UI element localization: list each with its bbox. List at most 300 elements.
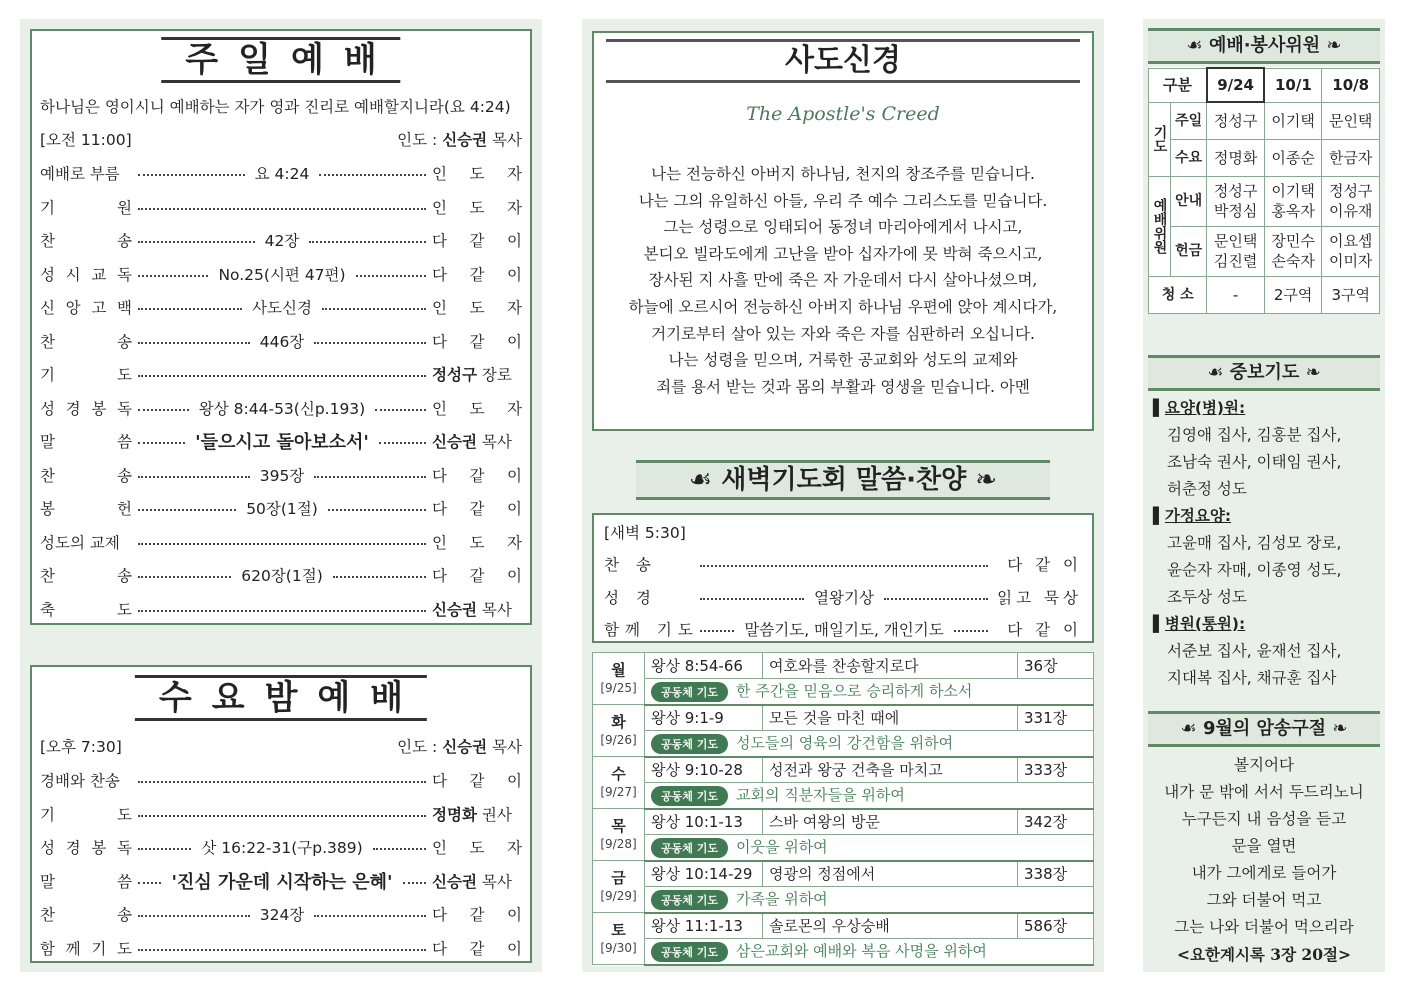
- sunday-order-person: [432, 196, 522, 218]
- leader-dots: [138, 375, 426, 377]
- leader-dots: [403, 882, 426, 884]
- wednesday-service-box: [30, 665, 532, 963]
- day-cell: [593, 705, 645, 757]
- label-char: 앙: [65, 299, 81, 317]
- right-column: [1143, 19, 1385, 972]
- daily-row: [593, 653, 1094, 679]
- prayer-text: 삼은교회와 예배와 복음 사명을 위하여: [735, 942, 987, 961]
- leader-dots: [314, 342, 426, 344]
- hymn-number: 331장: [1018, 705, 1094, 731]
- middle-column: [582, 19, 1104, 972]
- label-char: 원: [117, 198, 132, 217]
- label-char: 독: [117, 265, 132, 284]
- sunday-order-detail: 620장(1절): [241, 567, 323, 585]
- dawn-order-label: 함께 기도: [604, 621, 699, 639]
- leader-dots: [138, 781, 426, 783]
- sunday-order-row: [40, 359, 522, 389]
- leader-dots: [138, 949, 426, 951]
- hymn-number: 333장: [1018, 757, 1094, 783]
- leader-dots: [356, 275, 426, 277]
- person-char: 도: [469, 198, 485, 217]
- person-char: 도: [469, 299, 485, 317]
- wednesday-order-detail: 324장: [259, 906, 305, 925]
- label-char: 씀: [117, 433, 132, 451]
- hymn-number: 338장: [1018, 861, 1094, 887]
- creed-text: [594, 161, 1092, 400]
- community-prayer-badge: 공동체 기도: [651, 942, 728, 962]
- hymn-number: 586장: [1018, 913, 1094, 939]
- prayer-row: [593, 731, 1094, 757]
- prayer-row: [593, 679, 1094, 705]
- duty-header-date: 9/24: [1207, 68, 1265, 102]
- duty-prayer-group: 기도: [1149, 102, 1171, 176]
- label-char: 경: [65, 399, 81, 418]
- intercession-list: [1143, 395, 1385, 692]
- sunday-order-person: [432, 363, 522, 385]
- label-char: 도: [117, 600, 132, 619]
- sunday-order-label: [40, 196, 132, 218]
- intercession-group-title: 요양(병)원:: [1164, 399, 1246, 417]
- sunday-order-label: [40, 430, 132, 452]
- person-char: 자: [507, 839, 522, 858]
- leader-dots: [333, 576, 426, 578]
- person-char: 이: [507, 466, 522, 485]
- label-char: 성: [40, 839, 55, 858]
- dawn-order-row: [604, 549, 1082, 579]
- day-name: 수: [611, 764, 626, 783]
- creed-box: [592, 31, 1094, 431]
- prayer-text: 가족을 위하여: [735, 890, 828, 909]
- scripture-ref: 왕상 9:1-9: [645, 705, 763, 731]
- label-char: 기: [40, 198, 55, 217]
- duty-cell: 정성구: [1207, 102, 1265, 139]
- creed-line: 죄를 용서 받는 것과 몸의 부활과 영생을 믿습니다. 아멘: [656, 377, 1030, 396]
- scripture-ref: 왕상 9:10-28: [645, 757, 763, 783]
- day-date: [9/30]: [600, 940, 637, 955]
- sunday-leader-label: 인도 :: [397, 131, 438, 149]
- label-char: 성: [40, 265, 55, 284]
- intercession-name-line: 김영애 집사, 김홍분 집사,: [1167, 426, 1342, 444]
- daily-row: [593, 757, 1094, 783]
- day-date: [9/27]: [600, 784, 637, 799]
- label-char: 봉: [40, 500, 55, 518]
- recite-title: 9월의 암송구절: [1202, 718, 1327, 739]
- intercession-name-line: 지대복 집사, 채규훈 집사: [1167, 669, 1337, 687]
- person-char: 도: [469, 839, 485, 858]
- sunday-order-row: [40, 426, 522, 456]
- sunday-order-row: [40, 493, 522, 523]
- sunday-order-person: [432, 397, 522, 419]
- sunday-order-row: [40, 158, 522, 188]
- right-ornament-icon: ❧: [1305, 362, 1321, 383]
- leader-dots: [328, 509, 426, 511]
- sunday-order-person: [432, 229, 522, 251]
- recite-ref: <요한계시록 3장 20절>: [1177, 945, 1351, 964]
- intercession-group-head: [1143, 395, 1385, 422]
- label-char: 도: [117, 366, 132, 384]
- sunday-order-detail: '들으시고 돌아보소서': [195, 432, 369, 453]
- sunday-order-detail: 395장: [259, 466, 305, 485]
- bullet-icon: ▌: [1153, 399, 1165, 417]
- sermon-title: 솔로몬의 우상숭배: [763, 913, 1018, 939]
- dawn-order-label: 성 경: [604, 588, 657, 607]
- label-char: 송: [117, 232, 132, 250]
- community-prayer-badge: 공동체 기도: [651, 890, 728, 910]
- wednesday-order-detail: '진심 가운데 시작하는 은혜': [171, 871, 393, 893]
- person-char: 같: [469, 466, 485, 485]
- sermon-title: 여호와를 찬송할지로다: [763, 653, 1018, 679]
- person-char: 다: [432, 332, 447, 351]
- dawn-title: 새벽기도회 말씀·찬양: [721, 465, 967, 495]
- person-char: 같: [469, 772, 485, 790]
- community-prayer-badge: 공동체 기도: [651, 786, 728, 806]
- intercession-name-line: 허춘정 성도: [1167, 480, 1247, 498]
- left-column: [20, 19, 542, 972]
- leader-dots: [138, 610, 426, 612]
- duty-row-label: 청 소: [1149, 276, 1207, 313]
- day-cell: [593, 757, 645, 809]
- wednesday-order-label: [40, 803, 132, 825]
- sunday-order-person: [432, 296, 522, 318]
- duty-banner: [1148, 28, 1380, 64]
- creed-line: 나는 그의 유일하신 아들, 우리 주 예수 그리스도를 믿습니다.: [638, 191, 1048, 210]
- wednesday-order-row: [40, 799, 522, 829]
- prayer-cell: [645, 887, 1094, 913]
- intercession-name-line: 서준보 집사, 윤재선 집사,: [1167, 642, 1342, 660]
- sunday-order-label: [40, 263, 132, 285]
- day-cell: [593, 861, 645, 913]
- sermon-title: 영광의 정점에서: [763, 861, 1018, 887]
- intercession-name-line: 조남숙 권사, 이태임 권사,: [1167, 453, 1342, 471]
- intercession-banner: [1148, 355, 1380, 391]
- sunday-order-row: [40, 192, 522, 222]
- daily-row: [593, 861, 1094, 887]
- duty-cell: 정성구 이유재: [1322, 176, 1380, 226]
- label-char: 송: [117, 332, 132, 351]
- sunday-order-detail: 42장: [264, 232, 300, 250]
- sunday-order-person: [432, 564, 522, 586]
- label-char: 시: [65, 265, 81, 284]
- prayer-row: [593, 835, 1094, 861]
- day-cell: [593, 809, 645, 861]
- leader-dots: [138, 882, 161, 884]
- person-char: 인: [432, 533, 447, 552]
- creed-line: 거기로부터 살아 있는 자와 죽은 자를 심판하러 오십니다.: [651, 324, 1035, 343]
- leader-dots: [309, 241, 426, 243]
- leader-dots: [138, 174, 245, 176]
- sunday-service-box: [30, 29, 532, 625]
- duty-cell: 장민수 손숙자: [1264, 226, 1322, 276]
- recite-line: 내가 그에게로 들어가: [1191, 864, 1337, 882]
- leader-dots: [138, 576, 231, 578]
- wednesday-order-label: 경배와 찬송: [40, 772, 120, 790]
- right-ornament-icon: ❧: [1332, 718, 1348, 739]
- prayer-cell: [645, 731, 1094, 757]
- person-char: 다: [432, 906, 447, 925]
- prayer-cell: [645, 939, 1094, 965]
- duty-row-label: 안내: [1171, 176, 1207, 226]
- sunday-order-label: 예배로 부름: [40, 165, 120, 183]
- sunday-order-row: [40, 594, 522, 624]
- leader-dots: [700, 630, 734, 632]
- duty-cell: -: [1207, 276, 1265, 313]
- sunday-order-detail: 요 4:24: [254, 165, 310, 183]
- label-char: 씀: [117, 872, 132, 891]
- sunday-order-person: [432, 330, 522, 352]
- sunday-order-detail: 446장: [259, 332, 305, 351]
- person-char: 다: [432, 265, 447, 284]
- recite-line: 그와 더불어 먹고: [1206, 891, 1322, 909]
- sunday-order-row: [40, 292, 522, 322]
- wednesday-order-label: [40, 937, 132, 959]
- day-cell: [593, 913, 645, 965]
- leader-dots: [884, 598, 988, 600]
- person-char: 도: [469, 165, 485, 183]
- person-char: 다: [432, 232, 447, 250]
- sunday-order-row: [40, 393, 522, 423]
- person-char: 다: [432, 940, 447, 958]
- prayer-cell: [645, 679, 1094, 705]
- person-char: 자: [507, 533, 522, 552]
- intercession-group-title: 병원(통원):: [1164, 615, 1246, 633]
- person-char: 이: [507, 906, 522, 925]
- hymn-number: 342장: [1018, 809, 1094, 835]
- right-ornament-icon: ❧: [975, 465, 998, 495]
- person-char: 같: [469, 567, 485, 585]
- recite-text: [1143, 752, 1385, 968]
- sunday-order-row: [40, 259, 522, 289]
- person-char: 자: [507, 198, 522, 217]
- prayer-row: [593, 887, 1094, 913]
- daily-schedule-table: [592, 652, 1094, 966]
- leader-dots: [138, 815, 426, 817]
- recite-banner: [1148, 711, 1380, 747]
- dawn-order-person: 다 같 이: [1007, 556, 1082, 574]
- wednesday-order-person: [432, 803, 522, 825]
- prayer-row: [593, 939, 1094, 965]
- person-role: 목사: [476, 872, 512, 891]
- leader-dots: [954, 630, 988, 632]
- day-name: 월: [611, 660, 626, 679]
- wednesday-leader-label: 인도 :: [397, 738, 438, 756]
- label-char: 찬: [40, 332, 55, 351]
- dawn-order-label: 찬 송: [604, 556, 657, 574]
- community-prayer-badge: 공동체 기도: [651, 682, 728, 702]
- wednesday-order-label: [40, 870, 132, 892]
- day-name: 토: [611, 920, 626, 939]
- duty-cell: 문인택 김진렬: [1207, 226, 1265, 276]
- prayer-text: 성도들의 영육의 강건함을 위하여: [735, 734, 954, 753]
- label-char: 송: [117, 567, 132, 585]
- duty-title: 예배·봉사위원: [1208, 35, 1321, 56]
- sunday-order-person: [432, 497, 522, 519]
- person-char: 자: [507, 165, 522, 183]
- label-char: 백: [117, 299, 132, 317]
- sunday-order-person: [432, 531, 522, 553]
- prayer-cell: [645, 783, 1094, 809]
- sunday-leader-role: 목사: [492, 131, 522, 149]
- label-char: 말: [40, 872, 55, 891]
- label-char: 기: [40, 805, 55, 824]
- person-char: 도: [469, 399, 485, 418]
- leader-dots: [314, 476, 426, 478]
- wednesday-order-row: [40, 899, 522, 929]
- label-char: 독: [117, 399, 132, 418]
- recite-line: 문을 열면: [1231, 837, 1297, 855]
- wednesday-order-label: [40, 836, 132, 858]
- wednesday-leader-name: 신승권: [442, 738, 488, 756]
- person-char: 이: [507, 265, 522, 284]
- community-prayer-badge: 공동체 기도: [651, 734, 728, 754]
- sunday-order-row: [40, 460, 522, 490]
- person-char: 인: [432, 165, 447, 183]
- wednesday-order-row: [40, 866, 522, 896]
- person-role: 목사: [476, 600, 512, 619]
- recite-line: 누구든지 내 음성을 듣고: [1181, 810, 1347, 828]
- daily-row: [593, 705, 1094, 731]
- label-char: 찬: [40, 466, 55, 485]
- day-date: [9/25]: [600, 680, 637, 695]
- label-char: 고: [91, 299, 107, 317]
- hymn-number: 36장: [1018, 653, 1094, 679]
- sermon-title: 스바 여왕의 방문: [763, 809, 1018, 835]
- person-char: 같: [469, 906, 485, 925]
- label-char: 축: [40, 600, 55, 619]
- right-ornament-icon: ❧: [1326, 35, 1342, 56]
- creed-title: 사도신경: [606, 39, 1080, 83]
- sunday-order-detail: 사도신경: [252, 299, 312, 317]
- prayer-text: 이웃을 위하여: [735, 838, 828, 857]
- leader-dots: [138, 308, 242, 310]
- wednesday-order-label: [40, 903, 132, 925]
- label-char: 찬: [40, 906, 55, 925]
- dawn-time: [새벽 5:30]: [604, 524, 686, 542]
- leader-dots: [314, 915, 426, 917]
- person-role: 목사: [476, 433, 512, 451]
- dawn-order-detail: 열왕기상: [814, 588, 874, 607]
- intercession-name-line: 윤순자 자매, 이종영 성도,: [1167, 561, 1342, 579]
- day-name: 화: [611, 712, 626, 731]
- scripture-ref: 왕상 10:1-13: [645, 809, 763, 835]
- person-char: 자: [507, 399, 522, 418]
- wednesday-order-detail: 삿 16:22-31(구p.389): [201, 839, 363, 858]
- person-char: 같: [469, 940, 485, 958]
- leader-dots: [319, 174, 426, 176]
- wednesday-title: 수요밤예배: [135, 675, 427, 721]
- label-char: 송: [117, 906, 132, 925]
- person-char: 같: [469, 500, 485, 518]
- recite-line: 내가 문 밖에 서서 두드리노니: [1164, 783, 1364, 801]
- leader-dots: [138, 342, 250, 344]
- person-char: 다: [432, 466, 447, 485]
- duty-cell: 정명화: [1207, 139, 1265, 176]
- sunday-order-person: [432, 263, 522, 285]
- sunday-order-label: [40, 564, 132, 586]
- leader-dots: [138, 275, 208, 277]
- wednesday-order-row: [40, 765, 522, 795]
- sunday-order-person: [432, 598, 522, 620]
- dawn-order-person: 다 같 이: [1007, 621, 1083, 639]
- sunday-order-row: [40, 326, 522, 356]
- leader-dots: [379, 442, 426, 444]
- wednesday-time: [오후 7:30]: [40, 738, 122, 756]
- sunday-time: [오전 11:00]: [40, 131, 132, 149]
- leader-dots: [373, 848, 426, 850]
- sunday-order-row: [40, 527, 522, 557]
- scripture-ref: 왕상 11:1-13: [645, 913, 763, 939]
- duty-cell: 정성구 박정심: [1207, 176, 1265, 226]
- person-char: 다: [432, 567, 447, 585]
- intercession-name-line: 조두상 성도: [1167, 588, 1247, 606]
- sunday-order-label: [40, 497, 132, 519]
- creed-line: 본디오 빌라도에게 고난을 받아 십자가에 못 박혀 죽으시고,: [643, 244, 1043, 263]
- duty-cell: 2구역: [1264, 276, 1322, 313]
- duty-row-label: 수요: [1171, 139, 1207, 176]
- duty-header-date: 10/1: [1264, 68, 1322, 102]
- sunday-order-row: [40, 225, 522, 255]
- sunday-order-person: [432, 430, 522, 452]
- sunday-order-label: [40, 598, 132, 620]
- intercession-title: 중보기도: [1229, 362, 1300, 383]
- person-char: 같: [469, 232, 485, 250]
- creed-line: 장사된 지 사흘 만에 죽은 자 가운데서 다시 살아나셨으며,: [648, 271, 1038, 290]
- creed-line: 나는 전능하신 아버지 하나님, 천지의 창조주를 믿습니다.: [651, 165, 1035, 183]
- day-date: [9/26]: [600, 732, 637, 747]
- creed-subtitle: The Apostle's Creed: [746, 103, 940, 125]
- label-char: 헌: [117, 500, 132, 518]
- label-char: 기: [40, 366, 55, 384]
- day-date: [9/28]: [600, 836, 637, 851]
- person-name: 신승권: [432, 600, 477, 619]
- leader-dots: [138, 915, 250, 917]
- sunday-order-detail: 왕상 8:44-53(신p.193): [198, 399, 366, 418]
- label-char: 함: [40, 940, 55, 958]
- day-name: 금: [611, 868, 626, 887]
- prayer-text: 교회의 직분자들을 위하여: [735, 786, 905, 805]
- prayer-row: [593, 783, 1094, 809]
- sunday-order-detail: No.25(시편 47편): [218, 265, 346, 284]
- creed-line: 나는 성령을 믿으며, 거룩한 공교회와 성도의 교제와: [668, 351, 1018, 370]
- intercession-name-line: 고윤매 집사, 김성모 장로,: [1167, 534, 1342, 552]
- person-char: 다: [432, 500, 447, 518]
- label-char: 찬: [40, 232, 55, 250]
- wednesday-leader-role: 목사: [492, 738, 522, 756]
- leader-dots: [700, 565, 988, 567]
- sunday-order-row: [40, 560, 522, 590]
- duty-row-label: 헌금: [1171, 226, 1207, 276]
- duty-cell: 문인택: [1322, 102, 1380, 139]
- person-char: 인: [432, 839, 447, 858]
- leader-dots: [138, 241, 255, 243]
- sunday-order-label: [40, 363, 132, 385]
- label-char: 말: [40, 433, 55, 451]
- wednesday-order-person: [432, 870, 522, 892]
- sermon-title: 성전과 왕궁 건축을 마치고: [763, 757, 1018, 783]
- leader-dots: [138, 848, 191, 850]
- bullet-icon: ▌: [1153, 615, 1165, 633]
- person-name: 신승권: [432, 872, 477, 891]
- person-char: 도: [469, 533, 485, 552]
- recite-line: 그는 나와 더불어 먹으리라: [1174, 918, 1354, 936]
- label-char: 봉: [91, 839, 107, 858]
- person-char: 이: [507, 772, 522, 790]
- person-name: 정성구: [432, 366, 477, 384]
- dawn-order-detail: 말씀기도, 매일기도, 개인기도: [744, 621, 944, 639]
- creed-line: 하늘에 오르시어 전능하신 아버지 하나님 우편에 앉아 계시다가,: [628, 297, 1058, 316]
- sunday-verse: 하나님은 영이시니 예배하는 자가 영과 진리로 예배할지니라(요 4:24): [40, 98, 511, 116]
- duty-cell: 이종순: [1264, 139, 1322, 176]
- sunday-order-label: [40, 464, 132, 486]
